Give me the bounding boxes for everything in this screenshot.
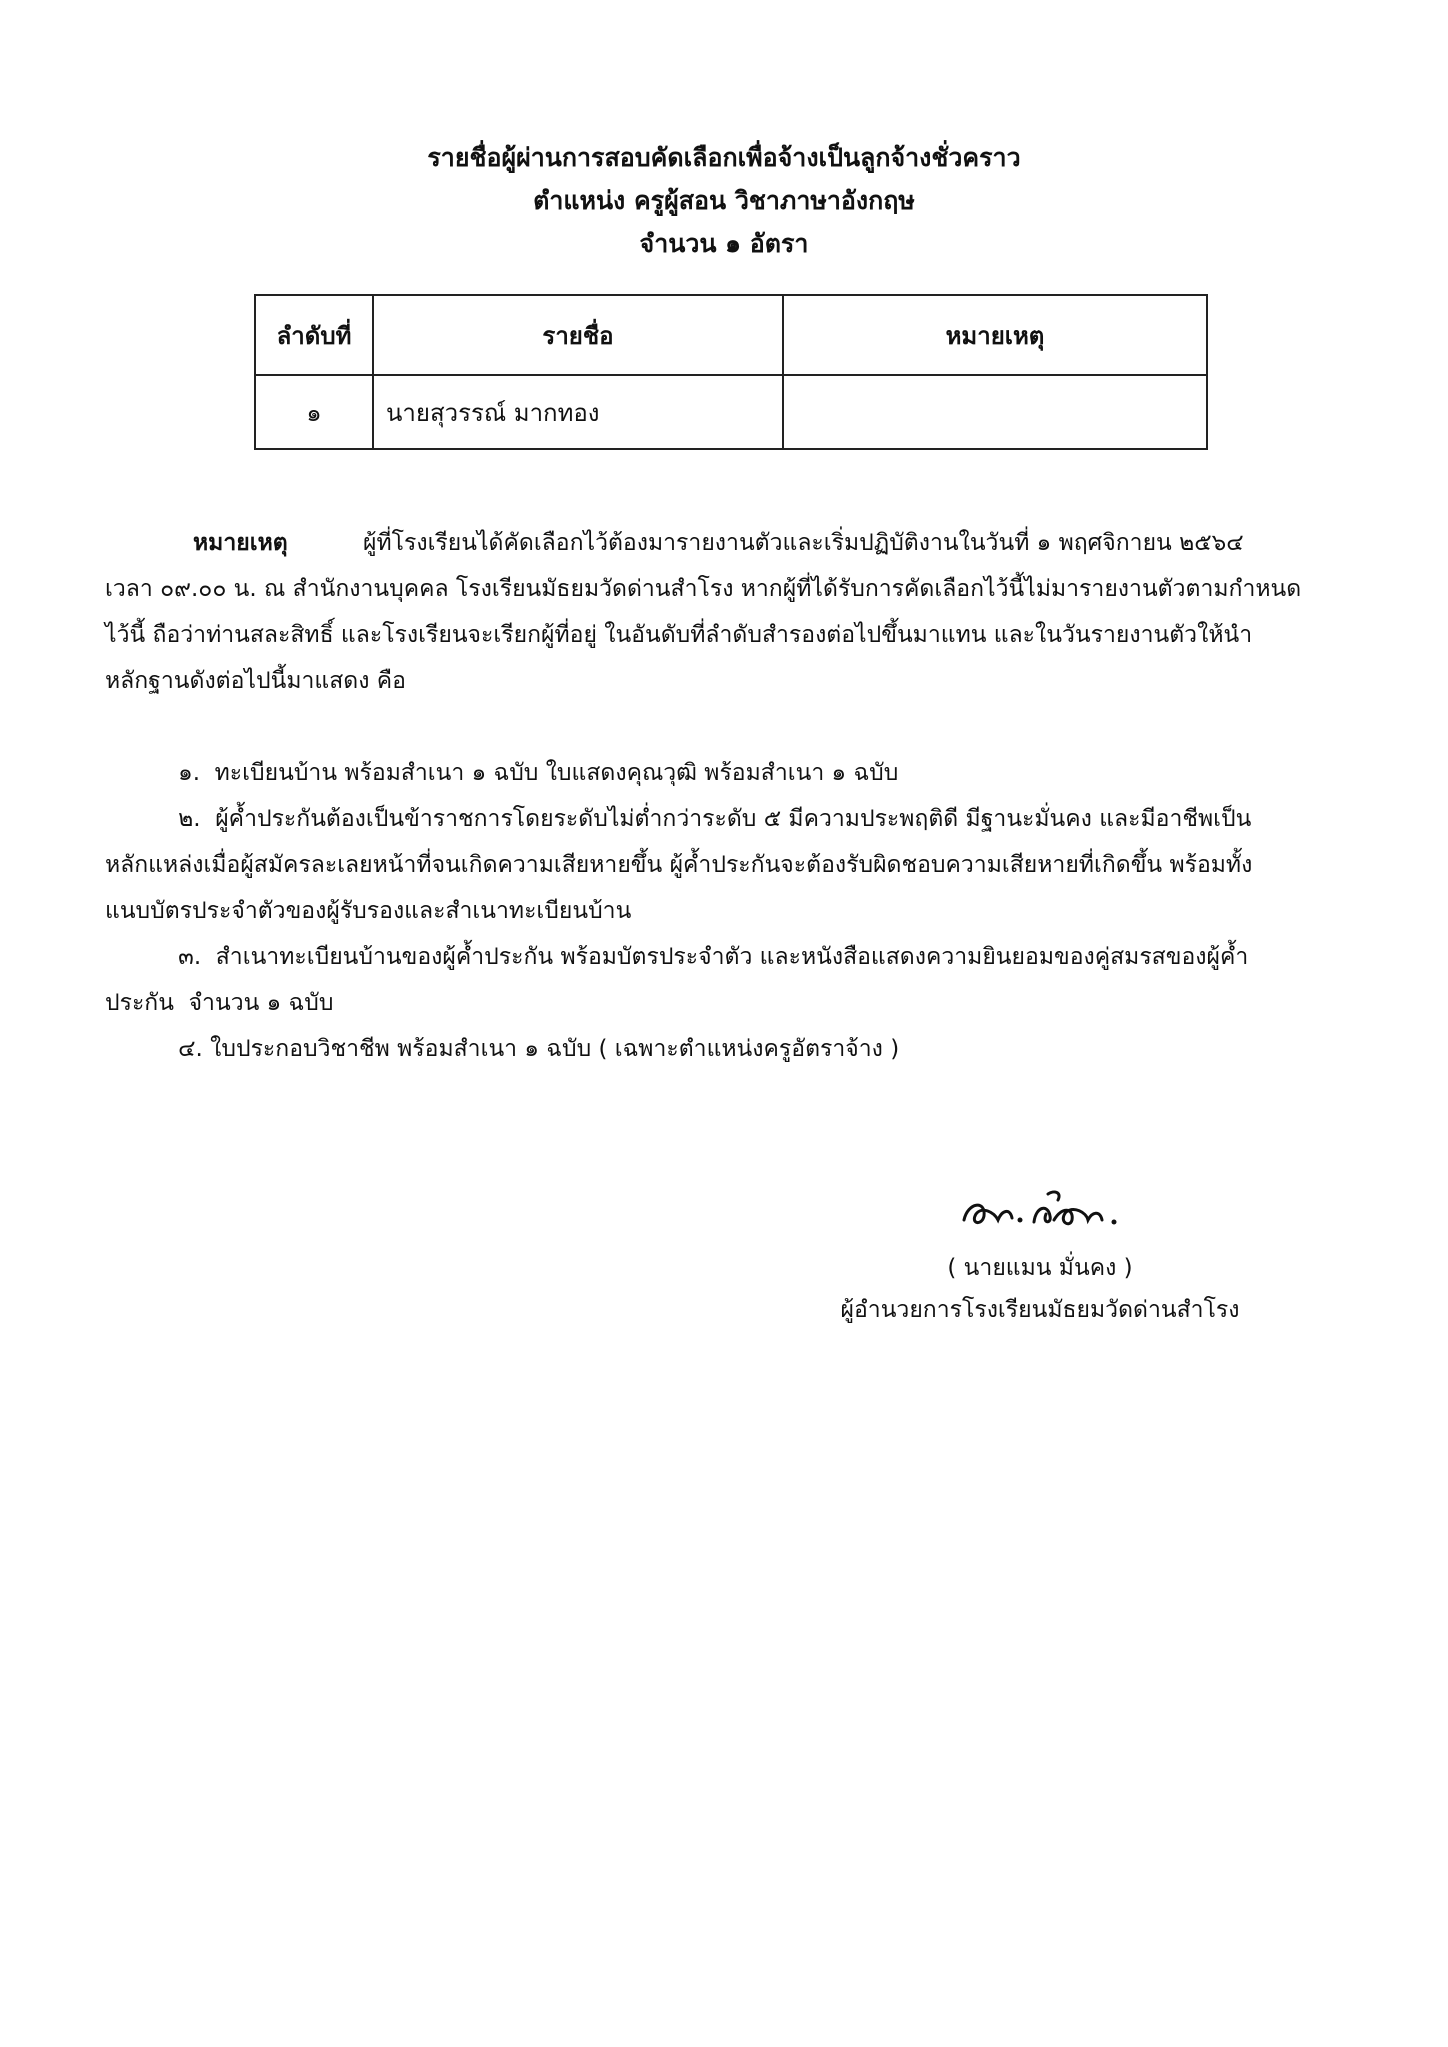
table-row bbox=[255, 375, 1207, 449]
candidate-table bbox=[254, 294, 1208, 450]
handwritten-signature bbox=[958, 1180, 1128, 1240]
column-header-name: รายชื่อ bbox=[373, 295, 783, 375]
requirement-line: ๒. ผู้ค้ำประกันต้องเป็นข้าราชการโดยระดับไม่ต่ำกว่าระดับ ๕ มีความประพฤติดี มีฐานะมั่นคง และมีอาชีพเป็น bbox=[105, 806, 1252, 832]
requirement-line: แนบบัตรประจำตัวของผู้รับรองและสำเนาทะเบียนบ้าน bbox=[105, 898, 632, 924]
vacancy-count: จำนวน ๑ อัตรา bbox=[639, 229, 809, 258]
row-order: ๑ bbox=[255, 375, 373, 449]
requirement-line: ๑. ทะเบียนบ้าน พร้อมสำเนา ๑ ฉบับ ใบแสดงคุณวุฒิ พร้อมสำเนา ๑ ฉบับ bbox=[105, 760, 899, 786]
requirement-line: หลักแหล่งเมื่อผู้สมัครละเลยหน้าที่จนเกิดความเสียหายขึ้น ผู้ค้ำประกันจะต้องรับผิดชอบความเสียหายที่เกิดขึ้น พร้อมทั้ง bbox=[105, 852, 1253, 878]
note-line: ไว้นี้ ถือว่าท่านสละสิทธิ์ และโรงเรียนจะเรียกผู้ที่อยู่ ในอันดับที่ลำดับสำรองต่อไปขึ้นมาแทน และในวันรายงานตัวให้นำ bbox=[105, 622, 1253, 648]
table-header-row bbox=[255, 295, 1207, 375]
position-title: ตำแหน่ง ครูผู้สอน วิชาภาษาอังกฤษ bbox=[533, 186, 915, 215]
signatory-name: ( นายแมน มั่นคง ) bbox=[947, 1255, 1133, 1281]
row-name: นายสุวรรณ์ มากทอง bbox=[373, 375, 783, 449]
signatory-position: ผู้อำนวยการโรงเรียนมัธยมวัดด่านสำโรง bbox=[840, 1297, 1240, 1323]
note-line: เวลา ๐๙.๐๐ น. ณ สำนักงานบุคคล โรงเรียนมัธยมวัดด่านสำโรง หากผู้ที่ได้รับการคัดเลือกไว้นี้ไม่มารายงานตัวตามกำหนด bbox=[105, 576, 1302, 602]
note-text: ผู้ที่โรงเรียนได้คัดเลือกไว้ต้องมารายงานตัวและเริ่มปฏิบัติงานในวันที่ ๑ พฤศจิกายน ๒๕๖๔ bbox=[363, 530, 1244, 556]
requirement-line: ประกัน จำนวน ๑ ฉบับ bbox=[105, 990, 334, 1016]
requirement-line: ๓. สำเนาทะเบียนบ้านของผู้ค้ำประกัน พร้อมบัตรประจำตัว และหนังสือแสดงความยินยอมของคู่สมรสของผู้ค้ำ bbox=[105, 944, 1249, 970]
column-header-remark: หมายเหตุ bbox=[783, 295, 1207, 375]
note-label: หมายเหตุ bbox=[193, 530, 288, 556]
document-title: รายชื่อผู้ผ่านการสอบคัดเลือกเพื่อจ้างเป็นลูกจ้างชั่วคราว bbox=[427, 143, 1021, 172]
column-header-order: ลำดับที่ bbox=[255, 295, 373, 375]
requirement-line: ๔. ใบประกอบวิชาชีพ พร้อมสำเนา ๑ ฉบับ ( เฉพาะตำแหน่งครูอัตราจ้าง ) bbox=[105, 1036, 900, 1062]
note-line: หลักฐานดังต่อไปนี้มาแสดง คือ bbox=[105, 668, 406, 694]
row-remark bbox=[783, 375, 1207, 449]
note-line bbox=[105, 521, 1355, 566]
